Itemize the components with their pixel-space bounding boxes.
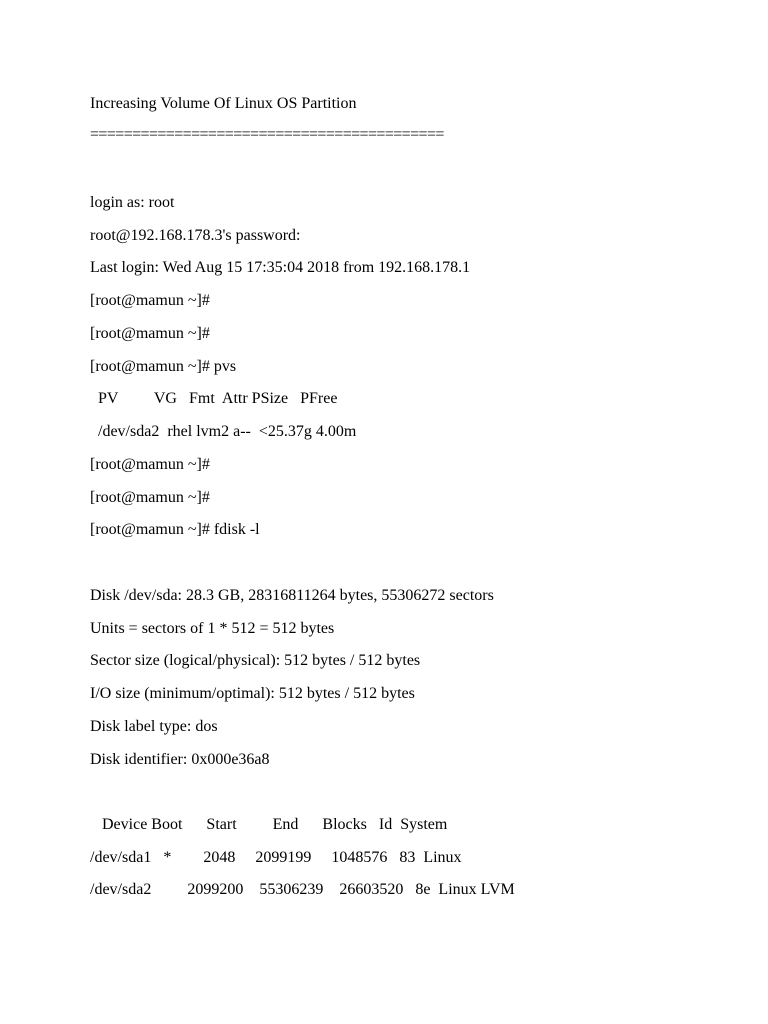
disk-info-line: Units = sectors of 1 * 512 = 512 bytes bbox=[90, 620, 335, 637]
session-line: [root@mamun ~]# bbox=[90, 456, 210, 473]
session-line: root@192.168.178.3's password: bbox=[90, 227, 301, 244]
partition-row: /dev/sda1 * 2048 2099199 1048576 83 Linux bbox=[90, 849, 462, 866]
session-line: [root@mamun ~]# bbox=[90, 292, 210, 309]
disk-info-line: I/O size (minimum/optimal): 512 bytes / 512 bytes bbox=[90, 685, 415, 702]
partition-table-header: Device Boot Start End Blocks Id System bbox=[90, 816, 448, 833]
disk-info-line: Disk /dev/sda: 28.3 GB, 28316811264 bytes, 55306272 sectors bbox=[90, 587, 494, 604]
disk-info-line: Disk label type: dos bbox=[90, 718, 218, 735]
session-line: Last login: Wed Aug 15 17:35:04 2018 from 192.168.178.1 bbox=[90, 259, 471, 276]
document-title: Increasing Volume Of Linux OS Partition bbox=[90, 95, 357, 112]
partition-row: /dev/sda2 2099200 55306239 26603520 8e Linux LVM bbox=[90, 881, 515, 898]
pvs-header: PV VG Fmt Attr PSize PFree bbox=[90, 390, 338, 407]
session-line: [root@mamun ~]# bbox=[90, 325, 210, 342]
disk-info-line: Sector size (logical/physical): 512 bytes / 512 bytes bbox=[90, 652, 421, 669]
pvs-row: /dev/sda2 rhel lvm2 a-- <25.37g 4.00m bbox=[90, 423, 357, 440]
session-line: [root@mamun ~]# fdisk -l bbox=[90, 521, 260, 538]
title-separator: ========================================== bbox=[90, 126, 444, 143]
session-line: login as: root bbox=[90, 194, 175, 211]
session-line: [root@mamun ~]# pvs bbox=[90, 358, 237, 375]
session-line: [root@mamun ~]# bbox=[90, 489, 210, 506]
disk-info-line: Disk identifier: 0x000e36a8 bbox=[90, 751, 270, 768]
